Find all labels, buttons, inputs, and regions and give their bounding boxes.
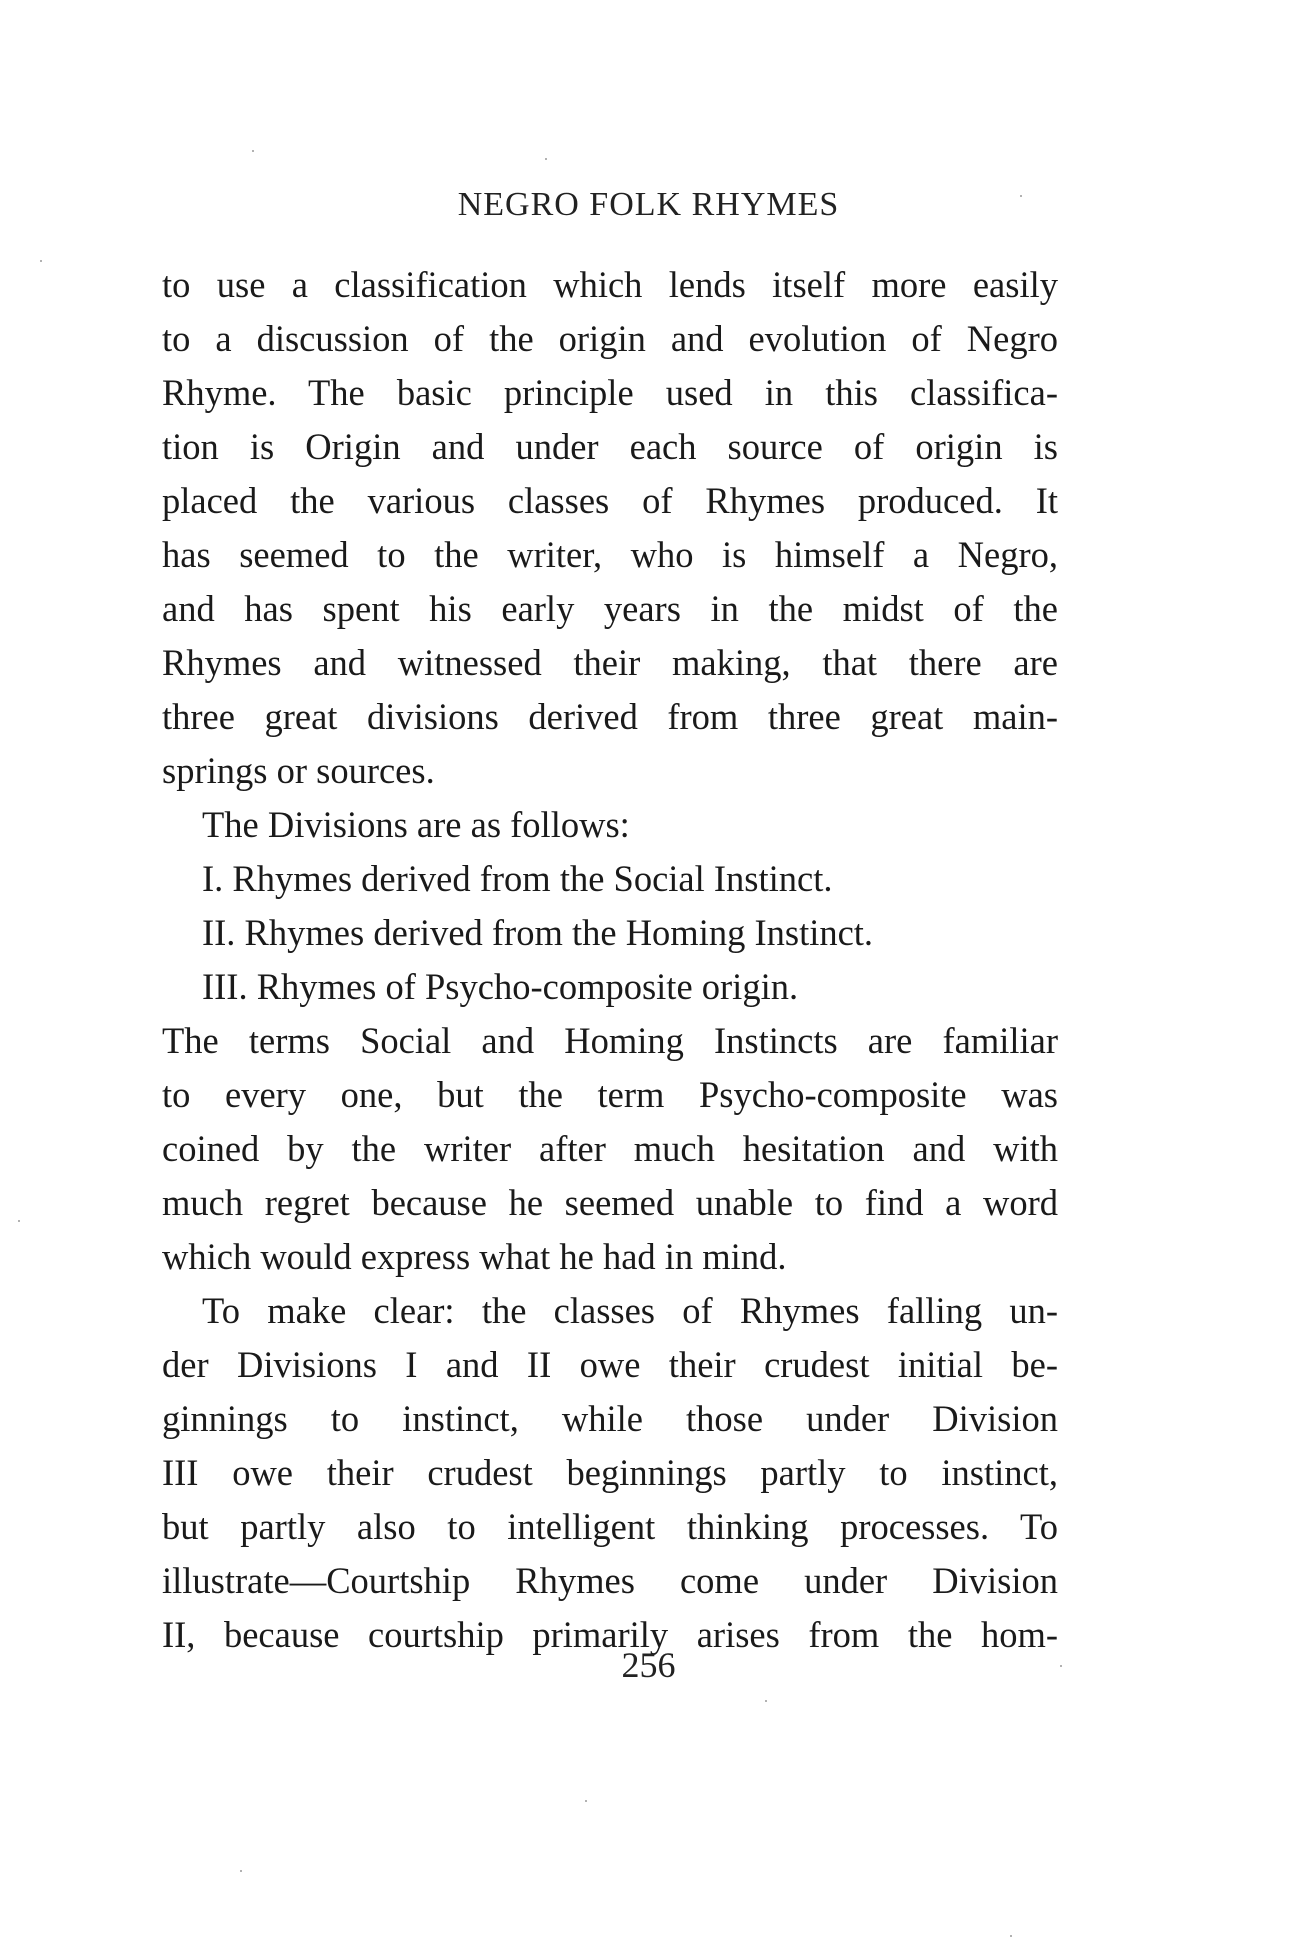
- paragraph-3: [162, 1284, 1058, 1662]
- text-line: to use a classification which lends itself more easily: [162, 264, 1058, 305]
- text-line: tion is Origin and under each source of origin is: [162, 426, 1058, 467]
- page-number: 256: [621, 1645, 676, 1685]
- text-line: der Divisions I and II owe their crudest initial be-: [162, 1344, 1058, 1385]
- scan-speck: [1010, 1935, 1012, 1937]
- text-line: and has spent his early years in the midst of the: [162, 588, 1058, 629]
- text-line: springs or sources.: [162, 750, 435, 791]
- text-line: but partly also to intelligent thinking processes. To: [162, 1506, 1058, 1547]
- scan-speck: [252, 150, 254, 152]
- text-line: to a discussion of the origin and evolution of Negro: [162, 318, 1058, 359]
- paragraph-1: [162, 258, 1058, 798]
- division-item-3: III. Rhymes of Psycho-composite origin.: [202, 966, 799, 1007]
- scan-speck: [40, 260, 42, 262]
- text-line: three great divisions derived from three great main-: [162, 696, 1058, 737]
- text-line: illustrate—Courtship Rhymes come under Division: [162, 1560, 1058, 1601]
- body-text: [162, 258, 1058, 1662]
- scan-speck: [1020, 195, 1022, 197]
- division-item-1: I. Rhymes derived from the Social Instinct.: [202, 858, 833, 899]
- text-line: To make clear: the classes of Rhymes falling un-: [202, 1290, 1058, 1331]
- text-line: ginnings to instinct, while those under Division: [162, 1398, 1058, 1439]
- text-line: has seemed to the writer, who is himself a Negro,: [162, 534, 1058, 575]
- text-line: coined by the writer after much hesitation and with: [162, 1128, 1058, 1169]
- scan-speck: [765, 1700, 767, 1702]
- division-item-2: II. Rhymes derived from the Homing Instinct.: [202, 912, 874, 953]
- paragraph-2: [162, 1014, 1058, 1284]
- text-line: The terms Social and Homing Instincts are familiar: [162, 1020, 1058, 1061]
- text-line: II, because courtship primarily arises from the hom-: [162, 1614, 1058, 1655]
- text-line: which would express what he had in mind.: [162, 1236, 787, 1277]
- scan-speck: [18, 1220, 20, 1222]
- text-line: III owe their crudest beginnings partly to instinct,: [162, 1452, 1058, 1493]
- text-line: to every one, but the term Psycho-composite was: [162, 1074, 1058, 1115]
- scan-speck: [240, 1870, 242, 1872]
- divisions-intro: The Divisions are as follows:: [202, 804, 630, 845]
- text-line: placed the various classes of Rhymes produced. It: [162, 480, 1058, 521]
- text-line: Rhymes and witnessed their making, that there are: [162, 642, 1058, 683]
- text-line: Rhyme. The basic principle used in this classifica-: [162, 372, 1058, 413]
- scan-speck: [1060, 1665, 1062, 1667]
- text-line: much regret because he seemed unable to find a word: [162, 1182, 1058, 1223]
- scan-speck: [585, 1800, 587, 1802]
- running-head: NEGRO FOLK RHYMES: [457, 186, 840, 223]
- scan-speck: [545, 158, 547, 160]
